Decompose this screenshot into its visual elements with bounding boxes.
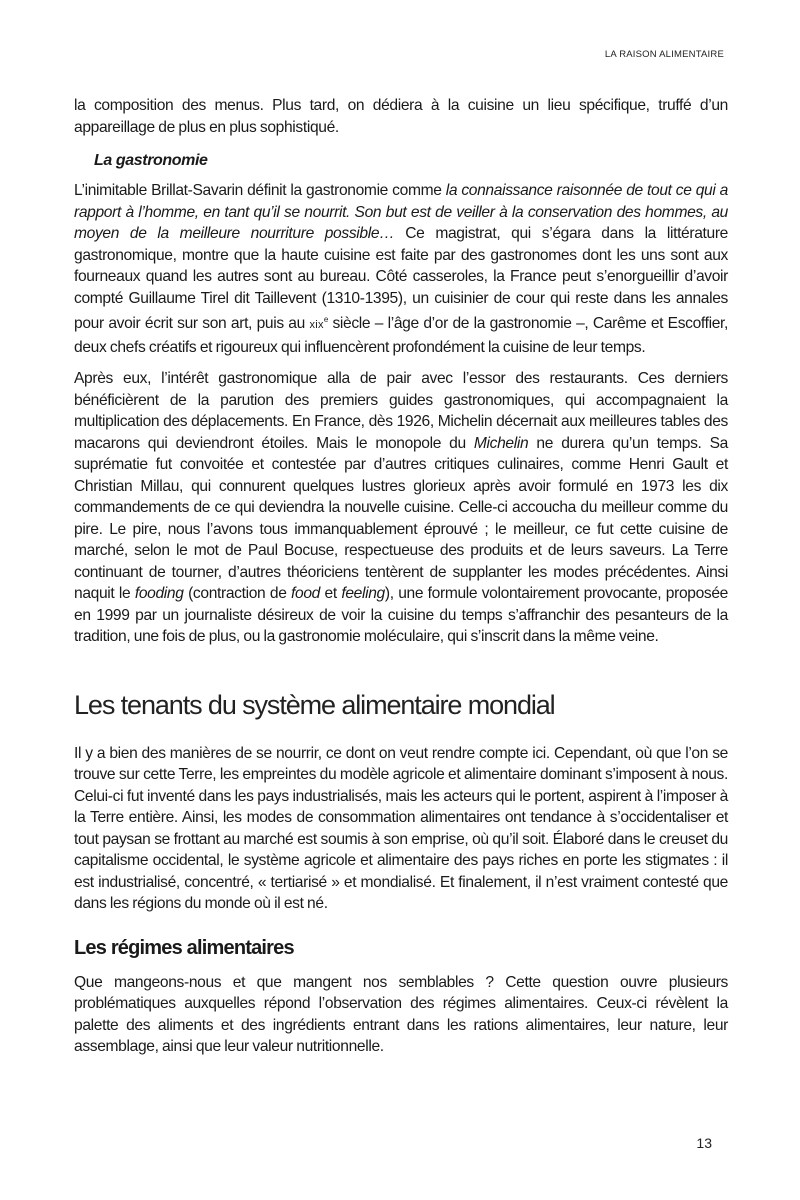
text-run: et	[320, 585, 342, 603]
michelin-italic: Michelin	[473, 434, 529, 452]
paragraph-intro: la composition des menus. Plus tard, on dédiera à la cuisine un lieu spécifique, truffé d’un appareillage de plus en plus sophistiqué.	[74, 97, 728, 136]
running-head: LA RAISON ALIMENTAIRE	[604, 49, 724, 60]
subheading-gastronomie: La gastronomie	[94, 152, 208, 169]
page-body	[74, 95, 728, 1058]
paragraph-brillat-savarin	[74, 180, 728, 358]
text-run: siècle – l’âge d’or de la gastronomie –, Carême et Escoffier, deux chefs créatifs et rigoureux qui influencèrent profondément la cuisine de leur temps.	[74, 315, 729, 356]
section-title: Les tenants du système alimentaire mondial	[74, 689, 555, 720]
century-superscript: e	[323, 315, 328, 324]
page-number: 13	[696, 1135, 712, 1151]
paragraph-systeme-mondial: Il y a bien des manières de se nourrir, ce dont on veut rendre compte ici. Cependant, où que l’on se trouve sur cette Terre, les empreintes du modèle agricole et alimentaire dominant s’imposent à nous. Celui-ci fut inventé dans les pays industrialisés, mais les acteurs qui le portent, aspirent à l’imposer à la Terre entière. Ainsi, les modes de consommation alimentaires ont tendance à s’occidentaliser et tout paysan se frottant au marché est soumis à son emprise, où qu’il soit. Élaboré dans le creuset du capitalisme occidental, le système agricole et alimentaire des pays riches en porte les stigmates : il est industrialisé, concentré, « tertiarisé » et mondialisé. Et finalement, il n’est vraiment contesté que dans les régions du monde où il est né.	[74, 744, 728, 913]
text-run: ne durera qu’un temps. Sa suprématie fut convoitée et contestée par d’autres critiques culinaires, comme Henri Gault et Christian Millau, qui connurent quelques lustres glorieux après avoir formulé en 1973 les dix commandements de ce qui deviendra la nouvelle cuisine. Celle-ci accoucha du meilleur comme du pire. Le pire, nous l’avons tous immanquablement éprouvé ; le meilleur, ce fut cette cuisine de marché, selon le mot de Paul Bocuse, respectueuse des produits et de leurs saveurs. La Terre continuant de tourner, d’autres théoriciens tentèrent de supplanter les modes précédentes. Ainsi naquit le	[74, 434, 728, 603]
food-italic: food	[291, 585, 320, 603]
century-smallcaps: xix	[309, 319, 324, 332]
paragraph-regimes: Que mangeons-nous et que mangent nos semblables ? Cette question ouvre plusieurs problématiques auxquelles répond l’observation des régimes alimentaires. Ceux-ci révèlent la palette des aliments et des ingrédients entrant dans les rations alimentaires, leur nature, leur assemblage, ainsi que leur valeur nutritionnelle.	[74, 973, 728, 1056]
text-run: L’inimitable Brillat-Savarin définit la gastronomie comme	[74, 182, 446, 199]
feeling-italic: feeling	[341, 585, 385, 603]
text-run: Après eux, l’intérêt gastronomique alla de pair avec l’essor des restaurants. Ces derniers bénéficièrent de la parution des premiers guides gastronomiques, qui accompagnaient la multiplication des déplacements. En France, dès 1926, Michelin décernait aux meilleures tables des macarons qui deviendront étoiles. Mais le monopole du	[74, 370, 728, 452]
text-run: ), une formule volontairement provocante, proposée en 1999 par un journaliste désireux de voir la cuisine du temps s’affranchir des pesanteurs de la tradition, une fois de plus, ou la gastronomie moléculaire, qui s’inscrit dans la même veine.	[74, 585, 729, 646]
fooding-italic: fooding	[134, 585, 184, 603]
quote-italic: la connaissance raisonnée de tout ce qui a rapport à l’homme, en tant qu’il se nourrit. Son but est de veiller à la conservation des hommes, au moyen de la meilleure nourriture possible…	[74, 182, 728, 242]
text-run: (contraction de	[183, 585, 292, 603]
text-run: Ce magistrat, qui s’égara dans la littérature gastronomique, montre que la haute cuisine est faite par des gastronomes dont les uns sont aux fourneaux quand les autres sont au bureau. Côté casseroles, la France peut s’enorgueillir d’avoir compté Guillaume Tirel dit Taillevent (1310-1395), un cuisinier de cour qui reste dans les annales pour avoir écrit sur son art, puis au	[74, 225, 729, 333]
heading-regimes-alimentaires: Les régimes alimentaires	[74, 936, 294, 959]
paragraph-restaurants	[74, 368, 728, 648]
